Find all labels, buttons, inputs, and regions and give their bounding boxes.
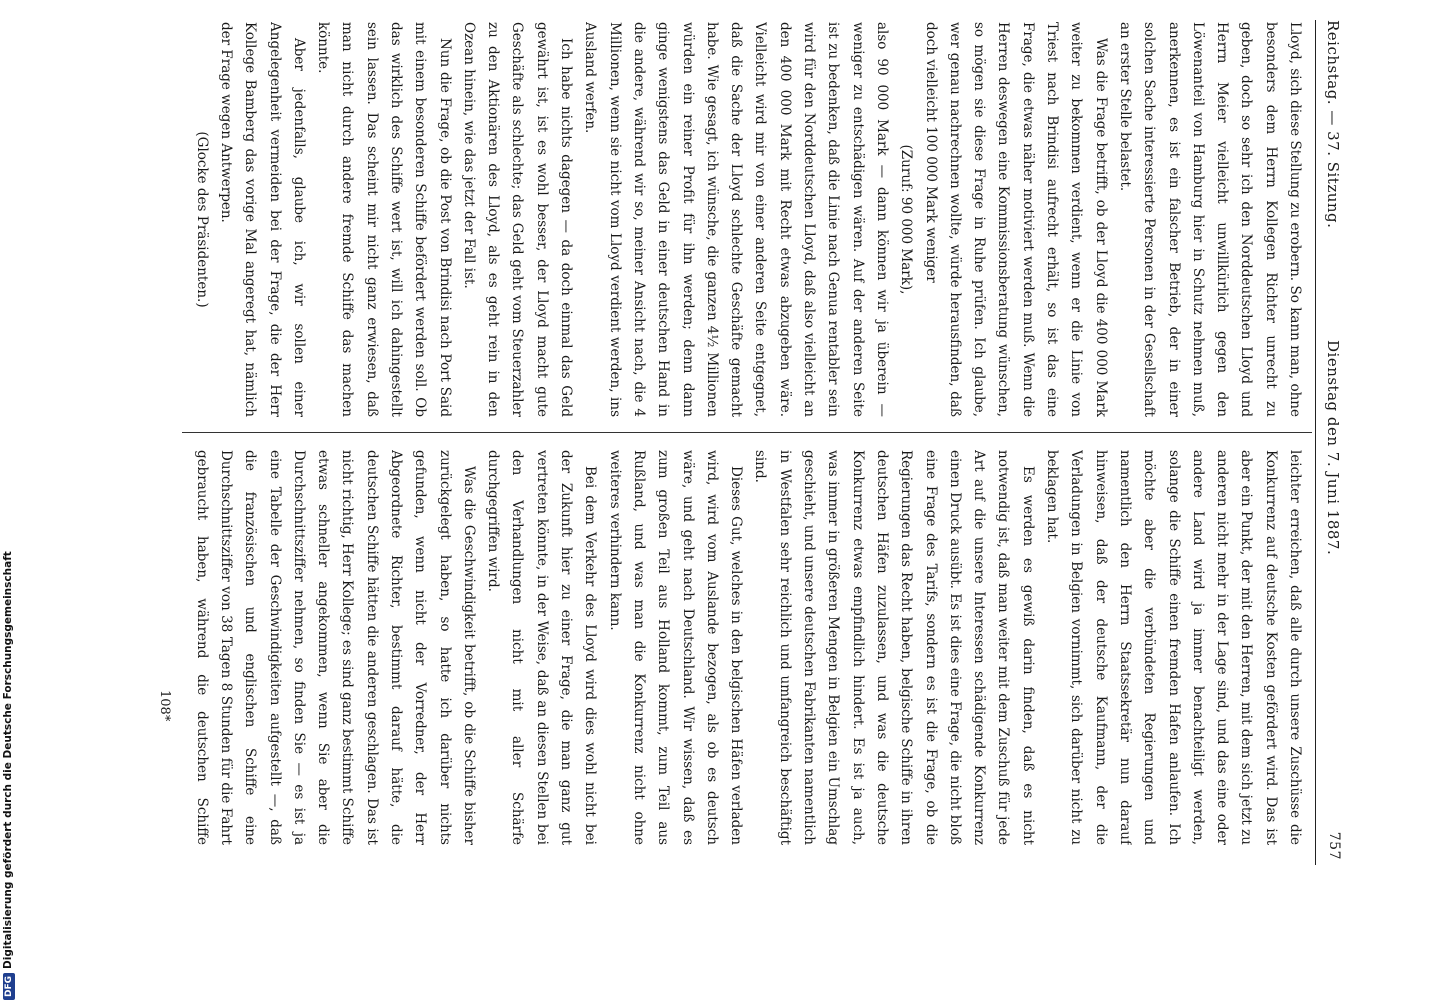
paragraph: Bei dem Verkehr des Lloyd wird dies wohl nicht bei der Zukunft hier zu einer Frage, die man ganz gut vertreten könnte, in der Weise, daß an diesen Stellen bei den Verhandlungen nicht mit aller Schärfe durchgegriffen wird. bbox=[485, 450, 599, 845]
digitization-notice bbox=[2, 0, 20, 1000]
column-divider bbox=[182, 432, 1312, 433]
digitization-notice-text: Digitalisierung gefördert durch die Deutsche Forschungsgemeinschaft bbox=[2, 551, 14, 969]
paragraph: Was die Geschwindigkeit betrifft, ob die Schiffe bisher zurückgelegt haben, so hatte ich darüber nichts gefunden, wenn nicht der Vorredner, der Herr Abgeordnete Richter, bestimmt darauf hätte, die deutschen Schiffe hätten die anderen geschlagen. Das ist nicht richtig, Herr Kollege; es sind ganz bestimmt Schiffe etwas schneller angekommen, wenn Sie aber die Durchschnittsziffer nehmen, so finden Sie — es ist ja eine Tabelle der Geschwindigkeiten aufgestellt —, daß die französischen und englischen Schiffe eine Durchschnittsziffer von 38 Tagen 8 Stunden für die Fahrt gebraucht haben, während die deutschen Schiffe bbox=[193, 450, 477, 845]
text-column-left bbox=[187, 22, 1307, 417]
paragraph: Dieses Gut, welches in den belgischen Häfen verladen wird, wird vom Auslande bezogen, als ob es deutsch wäre, und geht nach Deutschland. Wir wissen, daß es zum großen Teil aus Holland kommt, zum Teil aus Rußland, und was man die Konkurrenz nicht ohne weiteres verhindern kann. bbox=[606, 450, 745, 845]
header-page-number: 757 bbox=[1326, 831, 1342, 860]
header-date: Dienstag den 7. Juni 1887. bbox=[1324, 340, 1342, 556]
page-header bbox=[1318, 20, 1342, 860]
page-signature: 108* bbox=[157, 690, 172, 722]
header-rule bbox=[1315, 20, 1316, 865]
paragraph: leichter erreichen, daß alle durch unsere Zuschüsse die Konkurrenz auf deutsche Kosten gefördert wird. Das ist aber ein Punkt, der mit den Herren, mit dem sich jetzt zu anderen nicht mehr in der Lage sind, und das eine oder andere Land wird ja immer benachteiligt werden, solange die Schiffe einen fremden Hafen anlaufen. Ich möchte aber die verbündeten Regierungen und namentlich den Herrn Staatssekretär nun darauf hinweisen, daß der deutsche Kaufmann, der die Verladungen in Belgien vornimmt, sich darüber nicht zu beklagen hat. bbox=[1044, 450, 1303, 845]
header-session: Reichstag. — 37. Sitzung. bbox=[1324, 20, 1342, 229]
paragraph: also 90 000 Mark — dann können wir ja überein — weniger zu entschädigen wären. Auf der anderen Seite ist zu bedenken, daß die Linie nach Genua rentabler sein wird für den Norddeutschen Lloyd, daß also vielleicht an den 400 000 Mark mit Recht etwas abzugeben wäre. Vielleicht wird mir von einer anderen Seite entgegnet, daß die Sache der Lloyd schlechte Geschäfte gemacht habe. Wie gesagt, ich wünsche, die ganzen 4½ Millionen würden ein reiner Profit für ihn werden; denn dann ginge wenigstens das Geld in einer deutschen Hand in die andere, während wir so, meiner Ansicht nach, die 4 Millionen, wenn sie nicht vom Lloyd verdient werden, ins Ausland werfen. bbox=[582, 22, 890, 417]
paragraph: Ich habe nichts dagegen — da doch einmal das Geld gewährt ist, ist es wohl besser, der Lloyd macht gute Geschäfte als schlechte; das Geld geht vom Steuerzahler zu den Aktionären des Lloyd, als es geht rein in den Ozean hinein, wie das jetzt der Fall ist. bbox=[460, 22, 575, 417]
paragraph: Aber jedenfalls, glaube ich, wir sollen einer Angelegenheit vermeiden bei der Frage, die der Herr Kollege Bamberg das vorige Mal angeregt hat, nämlich der Frage wegen Antwerpen. bbox=[217, 22, 307, 417]
paragraph: Was die Frage betrifft, ob der Lloyd die 400 000 Mark weiter zu bekommen verdient, wenn er die Linie von Triest nach Brindisi aufrecht erhält, so ist das eine Frage, die etwas näher motiviert werden muß. Wenn die Herren deswegen eine Kommissionsberatung wünschen, so mögen sie diese Frage in Ruhe prüfen. Ich glaube, wer genau nachrechnen wollte, würde herausfinden, daß doch vielleicht 100 000 Mark weniger bbox=[922, 22, 1109, 417]
paragraph: Es werden es gewiß darin finden, daß es nicht notwendig ist, daß man weiter mit dem Zuschuß für jede Art auf die unsere Interessen schädigende Konkurrenz einen Druck ausübt. Es ist dies eine Frage, die nicht bloß eine Frage des Tarifs, sondern es ist die Frage, ob die Regierungen das Recht haben, belgische Schiffe in ihren deutschen Häfen zuzulassen, und was die deutsche Konkurrenz etwas empfindlich hindert. Es ist ja auch, was immer in größeren Mengen in Belgien ein Umschlag geschieht, und unsere deutschen Fabrikanten namentlich in Westfalen sehr reichlich und umfangreich beschäftigt sind. bbox=[752, 450, 1036, 845]
dfg-logo: DFG bbox=[3, 973, 15, 1000]
text-column-right bbox=[187, 450, 1307, 845]
paragraph: Lloyd, sich diese Stellung zu erobern. So kann man, ohne besonders dem Herrn Kollegen Richter unrecht zu geben, doch so sehr ich den Norddeutschen Lloyd und Herrn Meier vielleicht unwillkürlich gegen den Löwenanteil von Hamburg hier in Schutz nehmen muß, anerkennen, es ist ein falscher Betrieb, der in einer solchen Sache interessierte Personen in der Gesellschaft an erster Stelle belastet. bbox=[1116, 22, 1303, 417]
interjection: (Zuruf: 90 000 Mark), bbox=[898, 144, 915, 295]
interjection: (Glocke des Präsidenten.) bbox=[193, 131, 210, 308]
paragraph bbox=[187, 22, 189, 417]
paragraph: Nun die Frage, ob die Post von Brindisi nach Port Said mit einem besonderen Schiffe befördert werden soll. Ob das wirklich des Schiffe wert ist, will ich dahingestellt sein lassen. Das scheint mir nicht ganz erwiesen, daß man nicht durch andere fremde Schiffe das machen könnte. bbox=[315, 22, 453, 417]
digitization-notice-strip bbox=[0, 0, 20, 1000]
